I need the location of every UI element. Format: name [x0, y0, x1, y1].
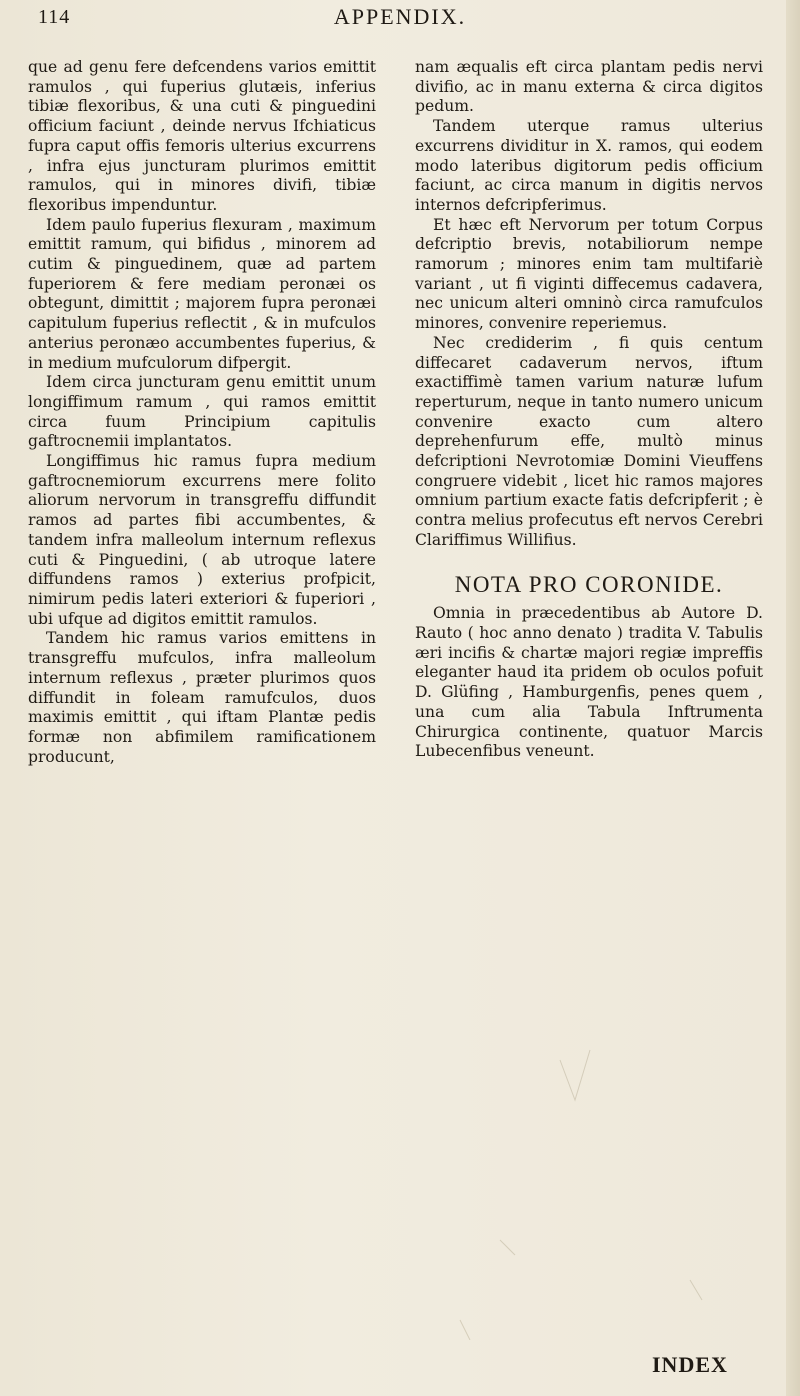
right-paragraph-1: nam æqualis eft circa plantam pedis nervi divifio, ac in manu externa & circa digitos pedum.: [415, 58, 763, 116]
right-column: [415, 58, 763, 762]
faint-bleed-through-marks: [440, 1040, 740, 1340]
running-head: APPENDIX.: [333, 4, 467, 29]
right-paragraph-4: Nec crediderim , fi quis centum diffecaret cadaverum nervos, iftum exactiffimè tamen varium naturæ lufum reperturum, neque in tanto numero unicum convenire exacto cum altero deprehenfurum effe, multò minus defcriptioni Nevrotomiæ Domini Vieuffens congruere videbit , licet hic ramos majores omnium partium exacte fatis defcripferit ; è contra melius profecutus eft nervos Cerebri Clariffimus Willifius.: [415, 333, 763, 549]
left-column: [28, 58, 376, 767]
page-edge-shadow: [786, 0, 800, 1396]
nota-paragraph: Omnia in præcedentibus ab Autore D. Rauto ( hoc anno denato ) tradita V. Tabulis æri incifis & chartæ majori regiæ impreffis eleganter haud ita pridem ob oculos pofuit D. Glüfing , Hamburgenfis, penes quem , una cum alia Tabula Inftrumenta Chirurgica continente, quatuor Marcis Lubecenfibus veneunt.: [415, 604, 763, 761]
left-paragraph-5: Tandem hic ramus varios emittens in transgreffu mufculos, infra malleolum internum reflexus , præter plurimos quos diffundit in foleam ramufculos, duos maximis emittit , qui iftam Plantæ pedis formæ non abfimilem ramificationem producunt,: [28, 629, 376, 766]
catchword: INDEX: [652, 1352, 728, 1377]
left-paragraph-2: Idem paulo fuperius flexuram , maximum emittit ramum, qui bifidus , minorem ad cutim & pinguedinem, quæ ad partem fuperiorem & fere mediam peronæi os obtegunt, dimittit ; majorem fupra peronæi capitulum fuperius reflectit , & in mufculos anterius peronæo accumbentes fuperius, & in medium mufculorum difpergit.: [28, 215, 376, 372]
right-paragraph-2: Tandem uterque ramus ulterius excurrens dividitur in X. ramos, qui eodem modo lateribus digitorum pedis officium faciunt, ac circa manum in digitis nervos internos defcripferimus.: [415, 117, 763, 214]
left-paragraph-4: Longiffimus hic ramus fupra medium gaftrocnemiorum excurrens mere folito aliorum nervorum in transgreffu diffundit ramos ad partes fibi accumbentes, & tandem infra malleolum internum reflexus cuti & Pinguedini, ( ab utroque latere diffundens ramos ) exterius profpicit, nimirum pedis lateri exteriori & fuperiori , ubi ufque ad digitos emittit ramulos.: [28, 452, 376, 628]
section-heading: NOTA PRO CORONIDE.: [454, 571, 724, 597]
right-paragraph-3: Et hæc eft Nervorum per totum Corpus defcriptio brevis, notabiliorum nempe ramorum ; minores enim tam multifariè variant , ut fi viginti diffecemus cadavera, nec unicum alteri omninò circa ramufculos minores, convenire reperiemus.: [415, 215, 763, 333]
page-number: 114: [38, 6, 71, 28]
left-paragraph-3: Idem circa juncturam genu emittit unum longiffimum ramum , qui ramos emittit circa fuum Principium capitulis gaftrocnemii implantatos.: [28, 373, 376, 451]
left-paragraph-1: que ad genu fere defcendens varios emittit ramulos , qui fuperius glutæis, inferius tibiæ flexoribus, & una cuti & pinguedini officium faciunt , deinde nervus Ifchiaticus fupra caput offis femoris ulterius excurrens , infra ejus juncturam plurimos emittit ramulos, qui in minores divifi, tibiæ flexoribus impenduntur.: [28, 58, 376, 214]
